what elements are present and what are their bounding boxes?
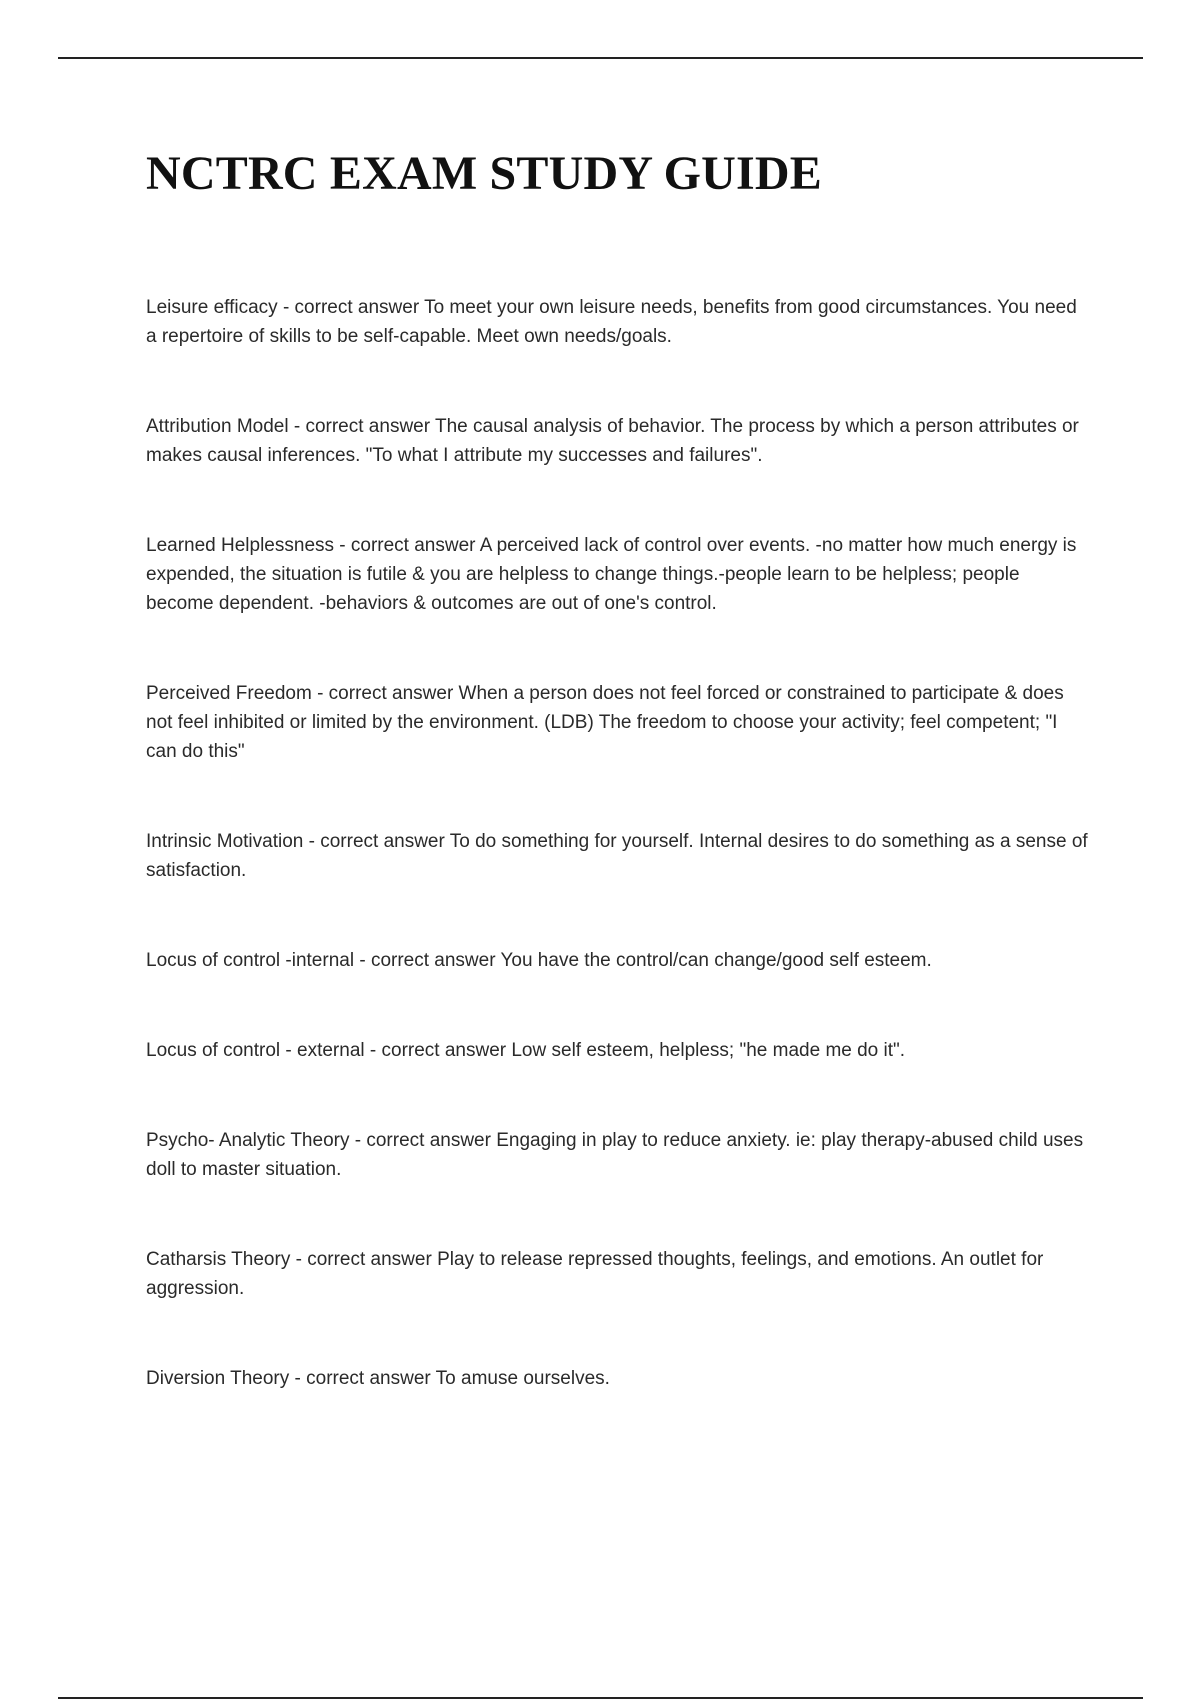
entry-leisure-efficacy: Leisure efficacy - correct answer To meet your own leisure needs, benefits from good circumstances. You need a repertoire of skills to be self-capable. Meet own needs/goals.: [146, 297, 1077, 347]
entry-perceived-freedom: Perceived Freedom - correct answer When a person does not feel forced or constrained to participate & does not feel inhibited or limited by the environment. (LDB) The freedom to choose your activity; feel competent; "I can do this": [146, 683, 1064, 762]
entry-locus-of-control-external: Locus of control - external - correct answer Low self esteem, helpless; "he made me do it".: [146, 1040, 906, 1061]
document-body: [146, 140, 1091, 1393]
entry-catharsis-theory: Catharsis Theory - correct answer Play to release repressed thoughts, feelings, and emotions. An outlet for aggression.: [146, 1249, 1044, 1299]
entry-learned-helplessness: Learned Helplessness - correct answer A perceived lack of control over events. -no matter how much energy is expended, the situation is futile & you are helpless to change things.-people learn to be helpless; people become dependent. -behaviors & outcomes are out of one's control.: [146, 535, 1077, 614]
entry-psycho-analytic-theory: Psycho- Analytic Theory - correct answer Engaging in play to reduce anxiety. ie: play therapy-abused child uses doll to master situation.: [146, 1130, 1084, 1180]
entry-attribution-model: Attribution Model - correct answer The causal analysis of behavior. The process by which a person attributes or makes causal inferences. "To what I attribute my successes and failures".: [146, 416, 1079, 466]
entry-intrinsic-motivation: Intrinsic Motivation - correct answer To do something for yourself. Internal desires to do something as a sense of satisfaction.: [146, 831, 1088, 881]
entry-diversion-theory: Diversion Theory - correct answer To amuse ourselves.: [146, 1368, 610, 1389]
header-rule: [58, 57, 1143, 59]
page-title: NCTRC EXAM STUDY GUIDE: [146, 147, 823, 200]
study-entries: [146, 293, 1091, 1393]
footer-rule: [58, 1697, 1143, 1699]
entry-locus-of-control-internal: Locus of control -internal - correct answer You have the control/can change/good self esteem.: [146, 950, 932, 971]
